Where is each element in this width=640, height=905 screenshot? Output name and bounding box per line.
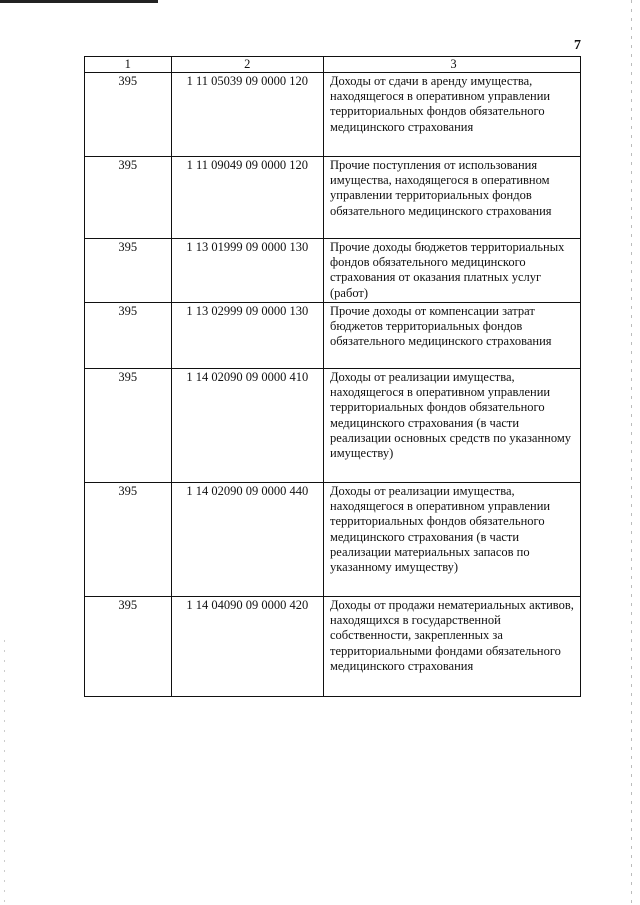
admin-code-cell: 395	[118, 304, 138, 318]
top-rule	[0, 0, 158, 3]
budget-code-cell: 1 14 04090 09 0000 420	[186, 598, 309, 612]
admin-code-cell: 395	[118, 370, 138, 384]
admin-code-cell: 395	[118, 158, 138, 172]
table-row	[85, 597, 581, 697]
budget-code-cell: 1 11 05039 09 0000 120	[186, 74, 309, 88]
description-cell: Доходы от сдачи в аренду имущества, находящегося в оперативном управлении территориальных фондов обязательного медицинского страхования	[330, 74, 551, 134]
description-cell: Прочие поступления от использования имущества, находящегося в оперативном управлении территориальных фондов обязательного медицинского страхования	[330, 158, 552, 218]
description-cell: Доходы от реализации имущества, находящегося в оперативном управлении территориальных фондов обязательного медицинского страхования (в части реализации материальных запасов по указанному имуществу)	[330, 484, 551, 575]
admin-code-cell: 395	[118, 598, 138, 612]
table-row	[85, 369, 581, 483]
revenue-codes-table	[84, 56, 581, 697]
budget-code-cell: 1 13 02999 09 0000 130	[186, 304, 309, 318]
page-number: 7	[574, 38, 581, 53]
description-cell: Прочие доходы от компенсации затрат бюджетов территориальных фондов обязательного медицинского страхования	[330, 304, 552, 349]
description-cell: Прочие доходы бюджетов территориальных фондов обязательного медицинского страхования от оказания платных услуг (работ)	[330, 240, 565, 300]
column-header-3: 3	[324, 57, 581, 73]
table-row	[85, 303, 581, 369]
description-cell: Доходы от продажи нематериальных активов, находящихся в государственной собственности, закрепленных за территориальными фондами обязательного медицинского страхования	[330, 598, 574, 673]
scan-edge	[631, 0, 632, 905]
table-row	[85, 73, 581, 157]
admin-code-cell: 395	[118, 74, 138, 88]
admin-code-cell: 395	[118, 484, 138, 498]
column-header-1: 1	[85, 57, 172, 73]
budget-code-cell: 1 11 09049 09 0000 120	[186, 158, 309, 172]
budget-code-cell: 1 14 02090 09 0000 410	[186, 370, 309, 384]
table-header-row	[85, 57, 581, 73]
budget-code-cell: 1 13 01999 09 0000 130	[186, 240, 309, 254]
budget-code-cell: 1 14 02090 09 0000 440	[186, 484, 309, 498]
scan-edge-left	[4, 640, 5, 905]
table-row	[85, 483, 581, 597]
column-header-2: 2	[171, 57, 323, 73]
table-row	[85, 239, 581, 303]
table-row	[85, 157, 581, 239]
admin-code-cell: 395	[118, 240, 138, 254]
description-cell: Доходы от реализации имущества, находящегося в оперативном управлении территориальных фондов обязательного медицинского страхования (в части реализации основных средств по указанному имуществу)	[330, 370, 571, 461]
